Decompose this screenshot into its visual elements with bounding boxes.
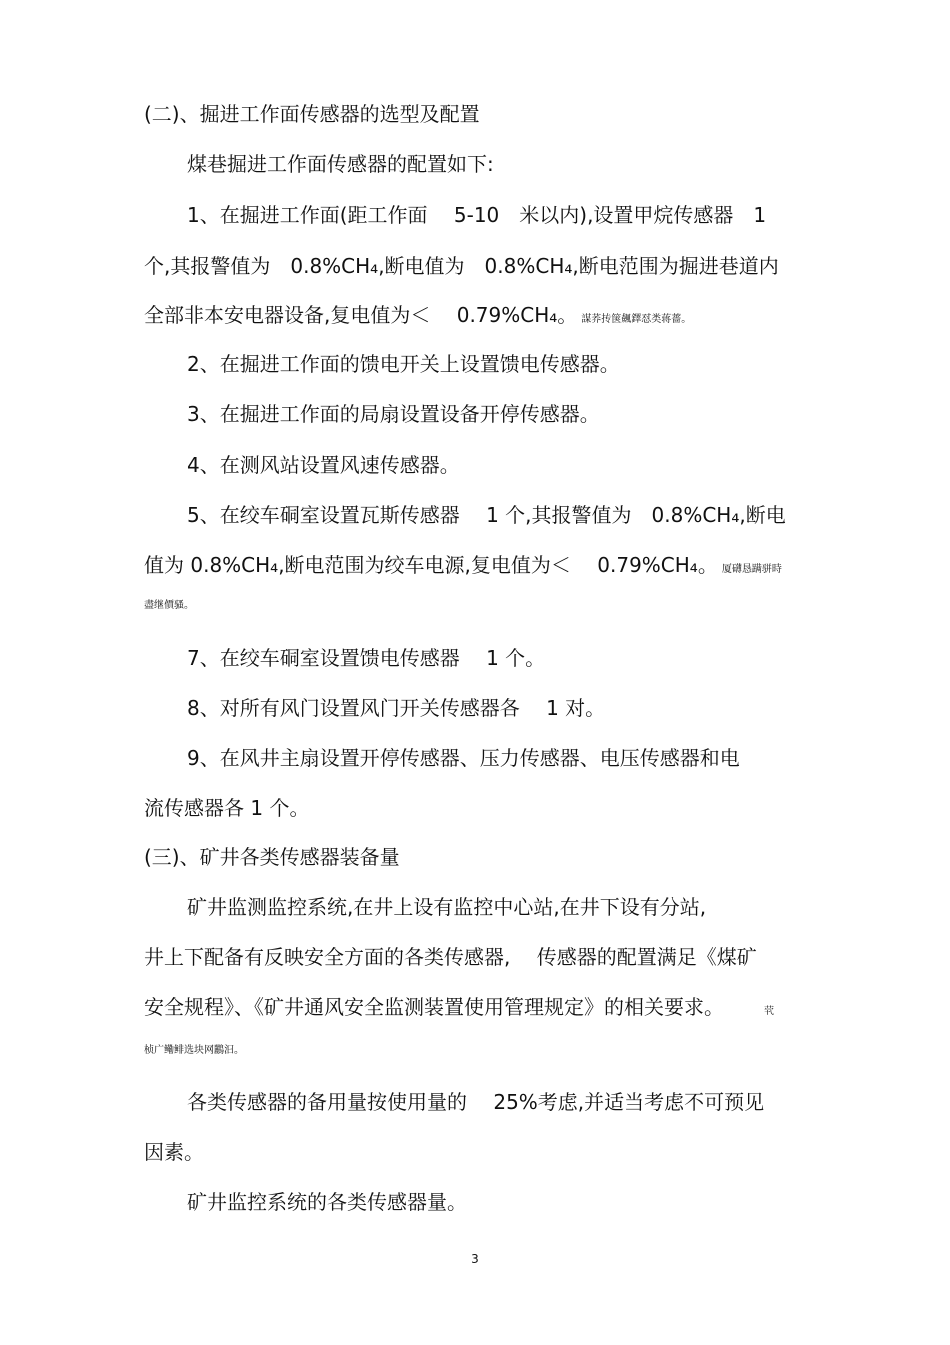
paragraph-line: 4、在测风站设置风速传感器。 bbox=[187, 453, 460, 477]
paragraph-line: 矿井监测监控系统,在井上设有监控中心站,在井下设有分站, bbox=[187, 895, 707, 919]
garbled-note: 茕 bbox=[764, 1006, 774, 1017]
paragraph-line: 值为 0.8%CH₄,断电范围为绞车电源,复电值为＜ 0.79%CH₄。 厦礴恳蹒骈時 bbox=[144, 553, 782, 577]
garbled-note-line: 盡继價骚。 bbox=[144, 600, 194, 611]
paragraph-line: 安全规程》、《矿井通风安全监测装置使用管理规定》的相关要求。 茕 bbox=[144, 995, 774, 1019]
page-number: 3 bbox=[471, 1252, 479, 1266]
paragraph-line: 各类传感器的备用量按使用量的 25%考虑,并适当考虑不可预见 bbox=[187, 1090, 765, 1114]
paragraph-line: 3、在掘进工作面的局扇设置设备开停传感器。 bbox=[187, 402, 600, 426]
paragraph-line: 8、对所有风门设置风门开关传感器各 1 对。 bbox=[187, 696, 606, 720]
paragraph-line: 2、在掘进工作面的馈电开关上设置馈电传感器。 bbox=[187, 352, 620, 376]
garbled-note: 厦礴恳蹒骈時 bbox=[721, 564, 782, 575]
section-heading-2: (二)、掘进工作面传感器的选型及配置 bbox=[144, 102, 480, 126]
paragraph-line: 矿井监控系统的各类传感器量。 bbox=[187, 1190, 467, 1214]
paragraph-line: 因素。 bbox=[144, 1140, 204, 1164]
paragraph-line: 7、在绞车硐室设置馈电传感器 1 个。 bbox=[187, 646, 546, 670]
paragraph-line: 井上下配备有反映安全方面的各类传感器, 传感器的配置满足《煤矿 bbox=[144, 945, 757, 969]
garbled-note-line: 桢广鳓鲱选块网鸝汩。 bbox=[144, 1045, 244, 1056]
paragraph-line: 个,其报警值为 0.8%CH₄,断电值为 0.8%CH₄,断电范围为掘进巷道内 bbox=[144, 254, 779, 278]
paragraph-line: 9、在风井主扇设置开停传感器、压力传感器、电压传感器和电 bbox=[187, 746, 740, 770]
paragraph-line: 煤巷掘进工作面传感器的配置如下: bbox=[187, 152, 494, 176]
paragraph-line: 全部非本安电器设备,复电值为＜ 0.79%CH₄。 謀荞抟箧飆鐸怼类蒋薔。 bbox=[144, 303, 692, 327]
paragraph-line: 1、在掘进工作面(距工作面 5-10 米以内),设置甲烷传感器 1 bbox=[187, 203, 767, 227]
section-heading-3: (三)、矿井各类传感器装备量 bbox=[144, 845, 400, 869]
paragraph-line: 流传感器各 1 个。 bbox=[144, 796, 310, 820]
paragraph-line: 5、在绞车硐室设置瓦斯传感器 1 个,其报警值为 0.8%CH₄,断电 bbox=[187, 503, 786, 527]
garbled-note: 謀荞抟箧飆鐸怼类蒋薔。 bbox=[581, 314, 692, 325]
